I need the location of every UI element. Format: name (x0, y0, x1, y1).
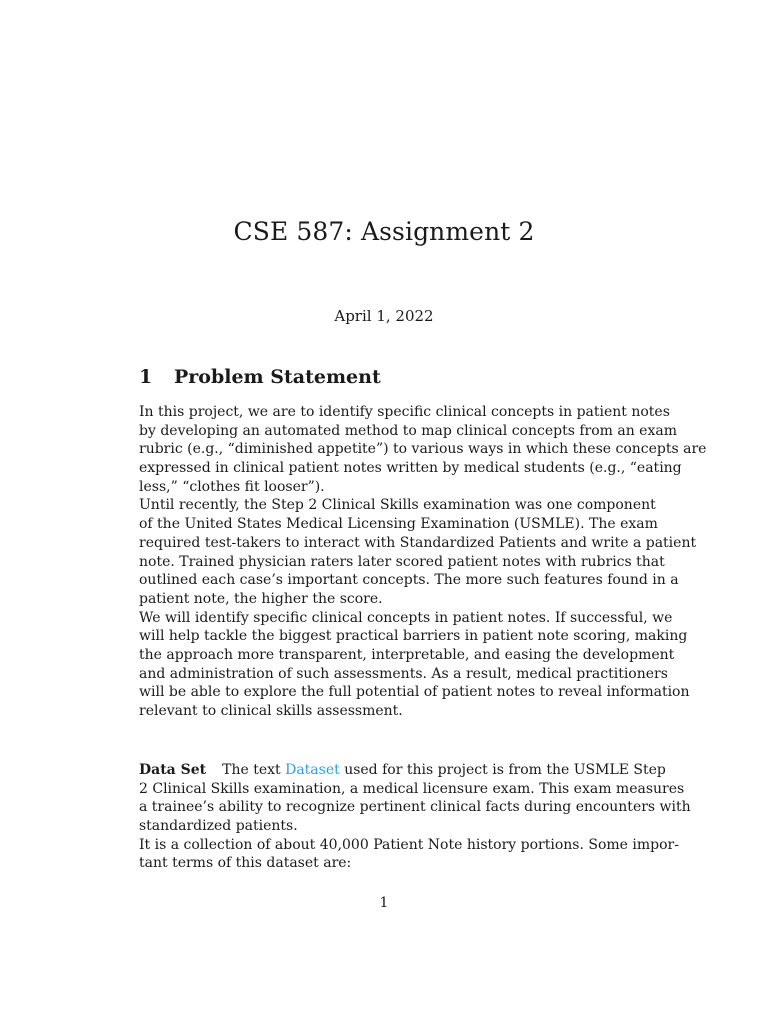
dataset-text-after-link: used for this project is from the USMLE Step (344, 762, 666, 778)
text-line: relevant to clinical skills assessment. (139, 703, 403, 719)
dataset-paragraph (139, 761, 691, 873)
text-line: will be able to explore the full potential of patient notes to reveal information (139, 684, 690, 701)
text-line: note. Trained physician raters later scored patient notes with rubrics that (139, 553, 665, 570)
text-line: less,” “clothes fit looser”). (139, 478, 325, 495)
text-line: In this project, we are to identify specific clinical concepts in patient notes (139, 404, 670, 420)
page-number: 1 (379, 895, 389, 911)
text-line: outlined each case’s important concepts. The more such features found in a (139, 572, 679, 589)
text-line: It is a collection of about 40,000 Patient Note history portions. Some impor- (139, 836, 679, 853)
text-line: and administration of such assessments. As a result, medical practitioners (139, 665, 668, 682)
dataset-link[interactable]: Dataset (285, 762, 340, 778)
section-title: Problem Statement (174, 366, 381, 388)
text-line: We will identify specific clinical concepts in patient notes. If successful, we (139, 609, 673, 626)
text-line (139, 761, 666, 780)
text-line: a trainee’s ability to recognize pertinent clinical facts during encounters with (139, 799, 691, 816)
problem-statement-body (139, 403, 707, 721)
text-line: rubric (e.g., “diminished appetite”) to various ways in which these concepts are (139, 441, 707, 458)
paragraph-goals (139, 609, 690, 721)
dataset-run-in-heading: Data Set (139, 762, 207, 778)
text-line: of the United States Medical Licensing Examination (USMLE). The exam (139, 516, 658, 533)
text-line: will help tackle the biggest practical barriers in patient note scoring, making (139, 628, 688, 645)
text-line: Until recently, the Step 2 Clinical Skills examination was one component (139, 497, 656, 514)
text-line: by developing an automated method to map clinical concepts from an exam (139, 422, 677, 439)
section-heading-problem-statement (139, 364, 381, 390)
document-date: April 1, 2022 (334, 307, 434, 325)
text-line: the approach more transparent, interpretable, and easing the development (139, 646, 675, 663)
text-line: required test-takers to interact with Standardized Patients and write a patient (139, 534, 697, 551)
text-line: 2 Clinical Skills examination, a medical licensure exam. This exam measures (139, 780, 685, 797)
document-title: CSE 587: Assignment 2 (233, 217, 535, 246)
dataset-text-before-link: The text (222, 762, 281, 778)
paragraph-intro (139, 403, 707, 496)
text-line: patient note, the higher the score. (139, 590, 383, 607)
text-line: standardized patients. (139, 818, 298, 835)
text-line: tant terms of this dataset are: (139, 855, 352, 872)
paragraph-usmle-background (139, 496, 697, 608)
text-line: expressed in clinical patient notes written by medical students (e.g., “eating (139, 460, 682, 477)
section-number: 1 (139, 366, 153, 388)
